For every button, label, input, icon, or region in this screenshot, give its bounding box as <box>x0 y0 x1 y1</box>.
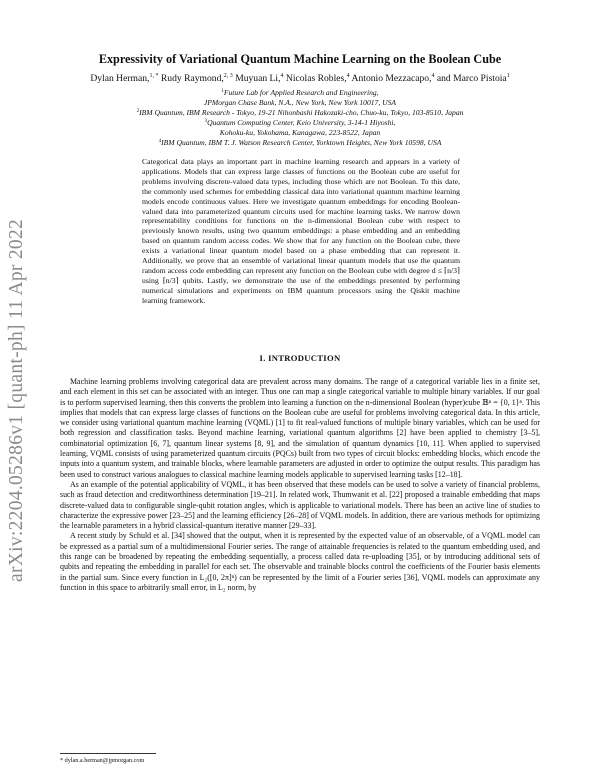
section-heading-introduction: I. INTRODUCTION <box>259 353 341 363</box>
body-paragraph: Machine learning problems involving categorical data are prevalent across many domains. The range of a categorical variable lies in a finite set, and each element in this set can be associated with an integer. Thus one can map a single categorical variable to multiple binary variables. If our goal is to perform supervised learning, then this converts the problem into learning a function on the n-dimensional Boolean (hyper)cube 𝔹ⁿ = {0, 1}ⁿ. This implies that models that can express large classes of functions on the Boolean cube are useful for problems involving categorical data. In this article, we consider using variational quantum machine learning (VQML) [1] to fit real-valued functions of multiple binary variables, which can be used for both regression and classification tasks. Beyond machine learning, variational quantum algorithms [2] have been applied to chemistry [3–5], combinatorial optimization [6, 7], quantum linear systems [8, 9], and the simulation of quantum dynamics [10, 11]. When applied to supervised learning, VQML consists of using parameterized quantum circuits (PQCs) built from two types of circuit blocks: embedding blocks, which encode the inputs into a quantum system, and trainable blocks, where learnable parameters are adjusted in order to optimize the output results. This paradigm has been used to construct various analogues to classical machine learning models applicable to supervised learning tasks [12–18]. <box>60 377 540 479</box>
author: Rudy Raymond, <box>160 73 224 84</box>
author-affiliation-mark: 4 <box>346 73 350 79</box>
author: Muyuan Li, <box>235 73 281 84</box>
author-affiliation-mark: 1 <box>506 73 510 79</box>
affiliation-line: $^2$IBM Quantum, IBM Research - Tokyo, 19-21 Nihonbashi Hakozaki-cho, Chuo-ku, Tokyo, 103-8510, Japan <box>136 108 464 118</box>
introduction-body <box>60 377 540 593</box>
affiliation-line: $^3$Quantum Computing Center, Keio University, 3-14-1 Hiyoshi, <box>204 118 396 128</box>
paper-title: Expressivity of Variational Quantum Machine Learning on the Boolean Cube <box>98 52 502 66</box>
body-paragraph: A recent study by Schuld et al. [34] showed that the output, when it is represented by the expected value of an observable, of a VQML model can be expressed as a partial sum of a multidimensional Fourier series. The range of attainable frequencies is related to the quantum embedding used, and this range can be broadened by repeating the embedding sequentially, a process called data re-uploading [35], or by introducing additional sets of qubits and repeating the embedding in parallel for each set. The observable and trainable blocks control the coefficients of the Fourier basis elements in the partial sum. Since every function in L₂([0, 2π]ⁿ) can be represented by the limit of a Fourier series [36], VQML models can approximate any function in this space to arbitrarily small error, in L₂ norm, by <box>60 531 540 592</box>
author: Nicolas Robles, <box>285 73 347 84</box>
affiliation-line: $^1$Future Lab for Applied Research and Engineering, <box>221 88 379 97</box>
author: Dylan Herman, <box>90 73 150 84</box>
author-list <box>40 73 560 85</box>
affiliation-line: JPMorgan Chase Bank, N.A., New York, New York 10017, USA <box>203 98 397 108</box>
affiliation-line: $^4$IBM Quantum, IBM T. J. Watson Research Center, Yorktown Heights, New York 10598, USA <box>158 138 442 148</box>
arxiv-identifier-stamp[interactable]: arXiv:2204.05286v1 [quant-ph] 11 Apr 2022 <box>6 218 27 582</box>
author-affiliation-mark: 1, * <box>149 73 159 79</box>
author-affiliation-mark: 4 <box>280 73 284 79</box>
author-affiliation-mark: 2, 3 <box>223 73 233 79</box>
corresponding-author-footnote[interactable]: * dylan.a.herman@jpmorgan.com <box>60 757 145 764</box>
body-paragraph: As an example of the potential applicability of VQML, it has been observed that these models can be used to solve a variety of financial problems, such as fraud detection and creditworthiness determination [19–21]. In related work, Thumwanit et al. [22] proposed a trainable embedding that maps discrete-valued data to configurable single-qubit rotation angles, which is applicable to variational models. There has been an active line of studies to characterize the expressive power [23–25] and the learning efficiency [26–28] of VQML models. In addition, there are various methods for optimizing the learnable parameters in a hybrid classical-quantum iterative manner [29–33]. <box>60 479 540 531</box>
footnote-divider <box>60 753 156 754</box>
author-affiliation-mark: 4 <box>431 73 435 79</box>
abstract: Categorical data plays an important part in machine learning research and appears in a variety of applications. Models that can express large classes of functions on the Boolean cube are useful for problems involving discrete-valued data types, including those which are not Boolean. To this date, the commonly used schemes for embedding classical data into variational quantum machine learning models encode continuous values. Here we investigate quantum embeddings for encoding Boolean-valued data into parameterized quantum circuits used for machine learning tasks. We narrow down representability conditions for functions on the n-dimensional Boolean cube with respect to previously known results, using two quantum embeddings: a phase embedding and an embedding based on quantum random access codes. We show that for any function on the Boolean cube, there exists a variational linear quantum model based on a phase embedding that can represent it. Additionally, we prove that an ensemble of variational linear quantum models that use the quantum random access code embedding can represent any function on the Boolean cube with degree d ≤ ⌈n/3⌉ using ⌈n/3⌉ qubits. Lastly, we demonstrate the use of the embeddings presented by performing numerical simulations and experiments on IBM quantum processors using the Qiskit machine learning framework. <box>142 157 460 305</box>
author: Antonio Mezzacapo, <box>351 73 432 84</box>
affiliation-line: Kohoku-ku, Yokohama, Kanagawa, 223-8522, Japan <box>219 128 381 138</box>
affiliation-list <box>40 88 560 148</box>
author: and Marco Pistoia <box>436 73 507 84</box>
